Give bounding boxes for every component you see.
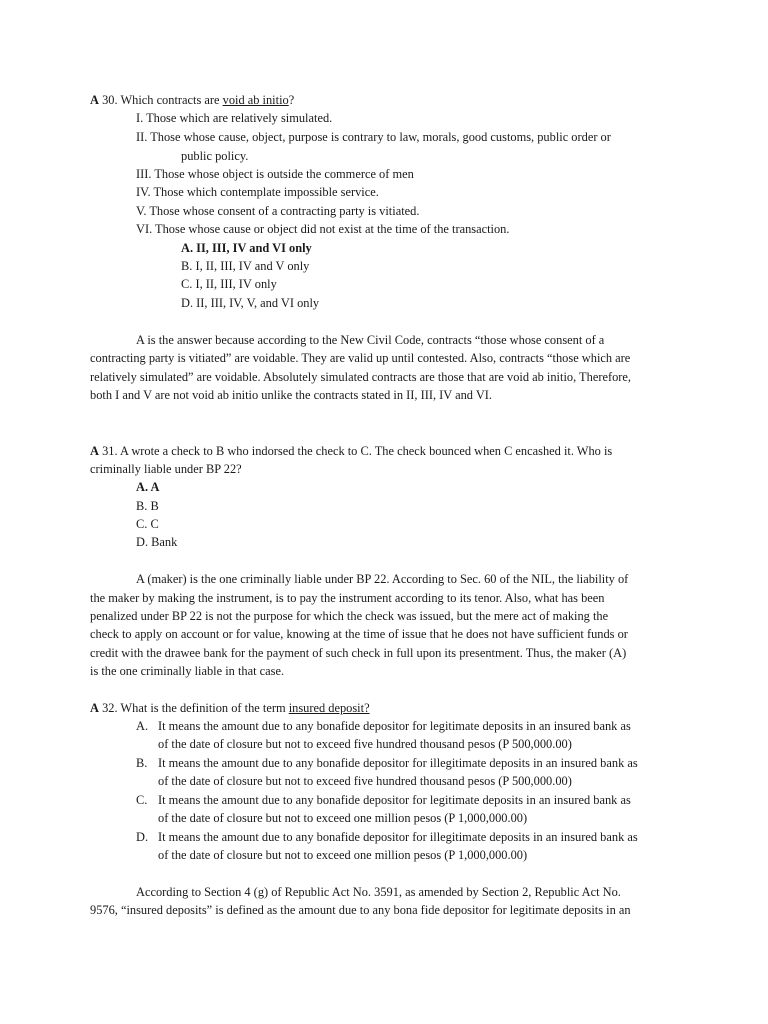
q31-answer-letter: A [90,444,99,458]
q32-underlined-term: insured deposit? [288,701,370,715]
q30-item: IV. Those which contemplate impossible service. [136,185,379,199]
q30-item: I. Those which are relatively simulated. [136,111,333,125]
q32-choice-line: It means the amount due to any bonafide depositor for illegitimate deposits in an insured bank as [158,756,638,770]
q31-text: 31. A wrote a check to B who indorsed the check to C. The check bounced when C encashed it. Who is [102,444,613,458]
q30-item: public policy. [181,149,249,163]
q30-item: VI. Those whose cause or object did not exist at the time of the transaction. [136,222,510,236]
q32-choice-letter: D. [136,830,149,844]
q32-answer-letter: A [90,701,99,715]
q32-choice-line: of the date of closure but not to exceed one million pesos (P 1,000,000.00) [158,848,528,862]
q31-explanation-line: the maker by making the instrument, is to pay the instrument according to its tenor. Also, what has been [90,591,605,605]
q30-item: II. Those whose cause, object, purpose is contrary to law, morals, good customs, public order or [136,130,611,144]
q31-choice: B. B [136,499,159,513]
q30-choice: D. II, III, IV, V, and VI only [181,296,320,310]
q30-question [90,91,294,109]
q32-explanation-line: According to Section 4 (g) of Republic Act No. 3591, as amended by Section 2, Republic Act No. [136,885,621,899]
q32-choice-line: of the date of closure but not to exceed five hundred thousand pesos (P 500,000.00) [158,737,572,751]
q30-text: Which contracts are [120,93,220,107]
q31-explanation-line: penalized under BP 22 is not the purpose for which the check was issued, but the mere act of making the [90,609,609,623]
q30-underlined-term: void ab initio [222,93,289,107]
q30-choice: B. I, II, III, IV and V only [181,259,310,273]
q30-choice: C. I, II, III, IV only [181,277,277,291]
q30-explanation-line: A is the answer because according to the New Civil Code, contracts “those whose consent of a [136,333,605,347]
q30-answer-letter: A [90,93,99,107]
q31-explanation-line: check to apply on account or for value, knowing at the time of issue that he does not have sufficient funds or [90,627,628,641]
q32-choice-letter: A. [136,719,149,733]
q31-explanation-line: is the one criminally liable in that case. [90,664,285,678]
q30-choice-correct: A. II, III, IV and VI only [181,241,312,255]
q30-number: 30. [102,93,118,107]
q32-choice-line: It means the amount due to any bonafide depositor for illegitimate deposits in an insured bank as [158,830,638,844]
q30-explanation-line: relatively simulated” are voidable. Absolutely simulated contracts are those that are void ab initio, Therefore, [90,370,631,384]
q32-text: 32. What is the definition of the term [102,701,286,715]
q30-text-end: ? [288,93,295,107]
q30-item: V. Those whose consent of a contracting party is vitiated. [136,204,420,218]
q32-choice-line: It means the amount due to any bonafide depositor for legitimate deposits in an insured bank as [158,719,631,733]
q30-explanation-line: contracting party is vitiated” are voidable. They are valid up until contested. Also, contracts “those which are [90,351,631,365]
q32-question [90,699,370,717]
q31-choice: D. Bank [136,535,178,549]
q31-question-line: criminally liable under BP 22? [90,462,242,476]
q31-explanation-line: A (maker) is the one criminally liable under BP 22. According to Sec. 60 of the NIL, the liability of [136,572,629,586]
q31-choice-correct: A. A [136,480,160,494]
q32-choice-letter: B. [136,756,148,770]
q31-question [90,442,612,460]
q32-choice-line: It means the amount due to any bonafide depositor for legitimate deposits in an insured bank as [158,793,631,807]
q30-explanation-line: both I and V are not void ab initio unlike the contracts stated in II, III, IV and VI. [90,388,493,402]
q30-item: III. Those whose object is outside the commerce of men [136,167,414,181]
q32-explanation-line: 9576, “insured deposits” is defined as the amount due to any bona fide depositor for legitimate deposits in an [90,903,631,917]
q32-choice-letter: C. [136,793,148,807]
q31-choice: C. C [136,517,159,531]
q32-choice-line: of the date of closure but not to exceed five hundred thousand pesos (P 500,000.00) [158,774,572,788]
q32-choice-line: of the date of closure but not to exceed one million pesos (P 1,000,000.00) [158,811,528,825]
q31-explanation-line: credit with the drawee bank for the payment of such check in full upon its presentment. Thus, the maker (A) [90,646,627,660]
